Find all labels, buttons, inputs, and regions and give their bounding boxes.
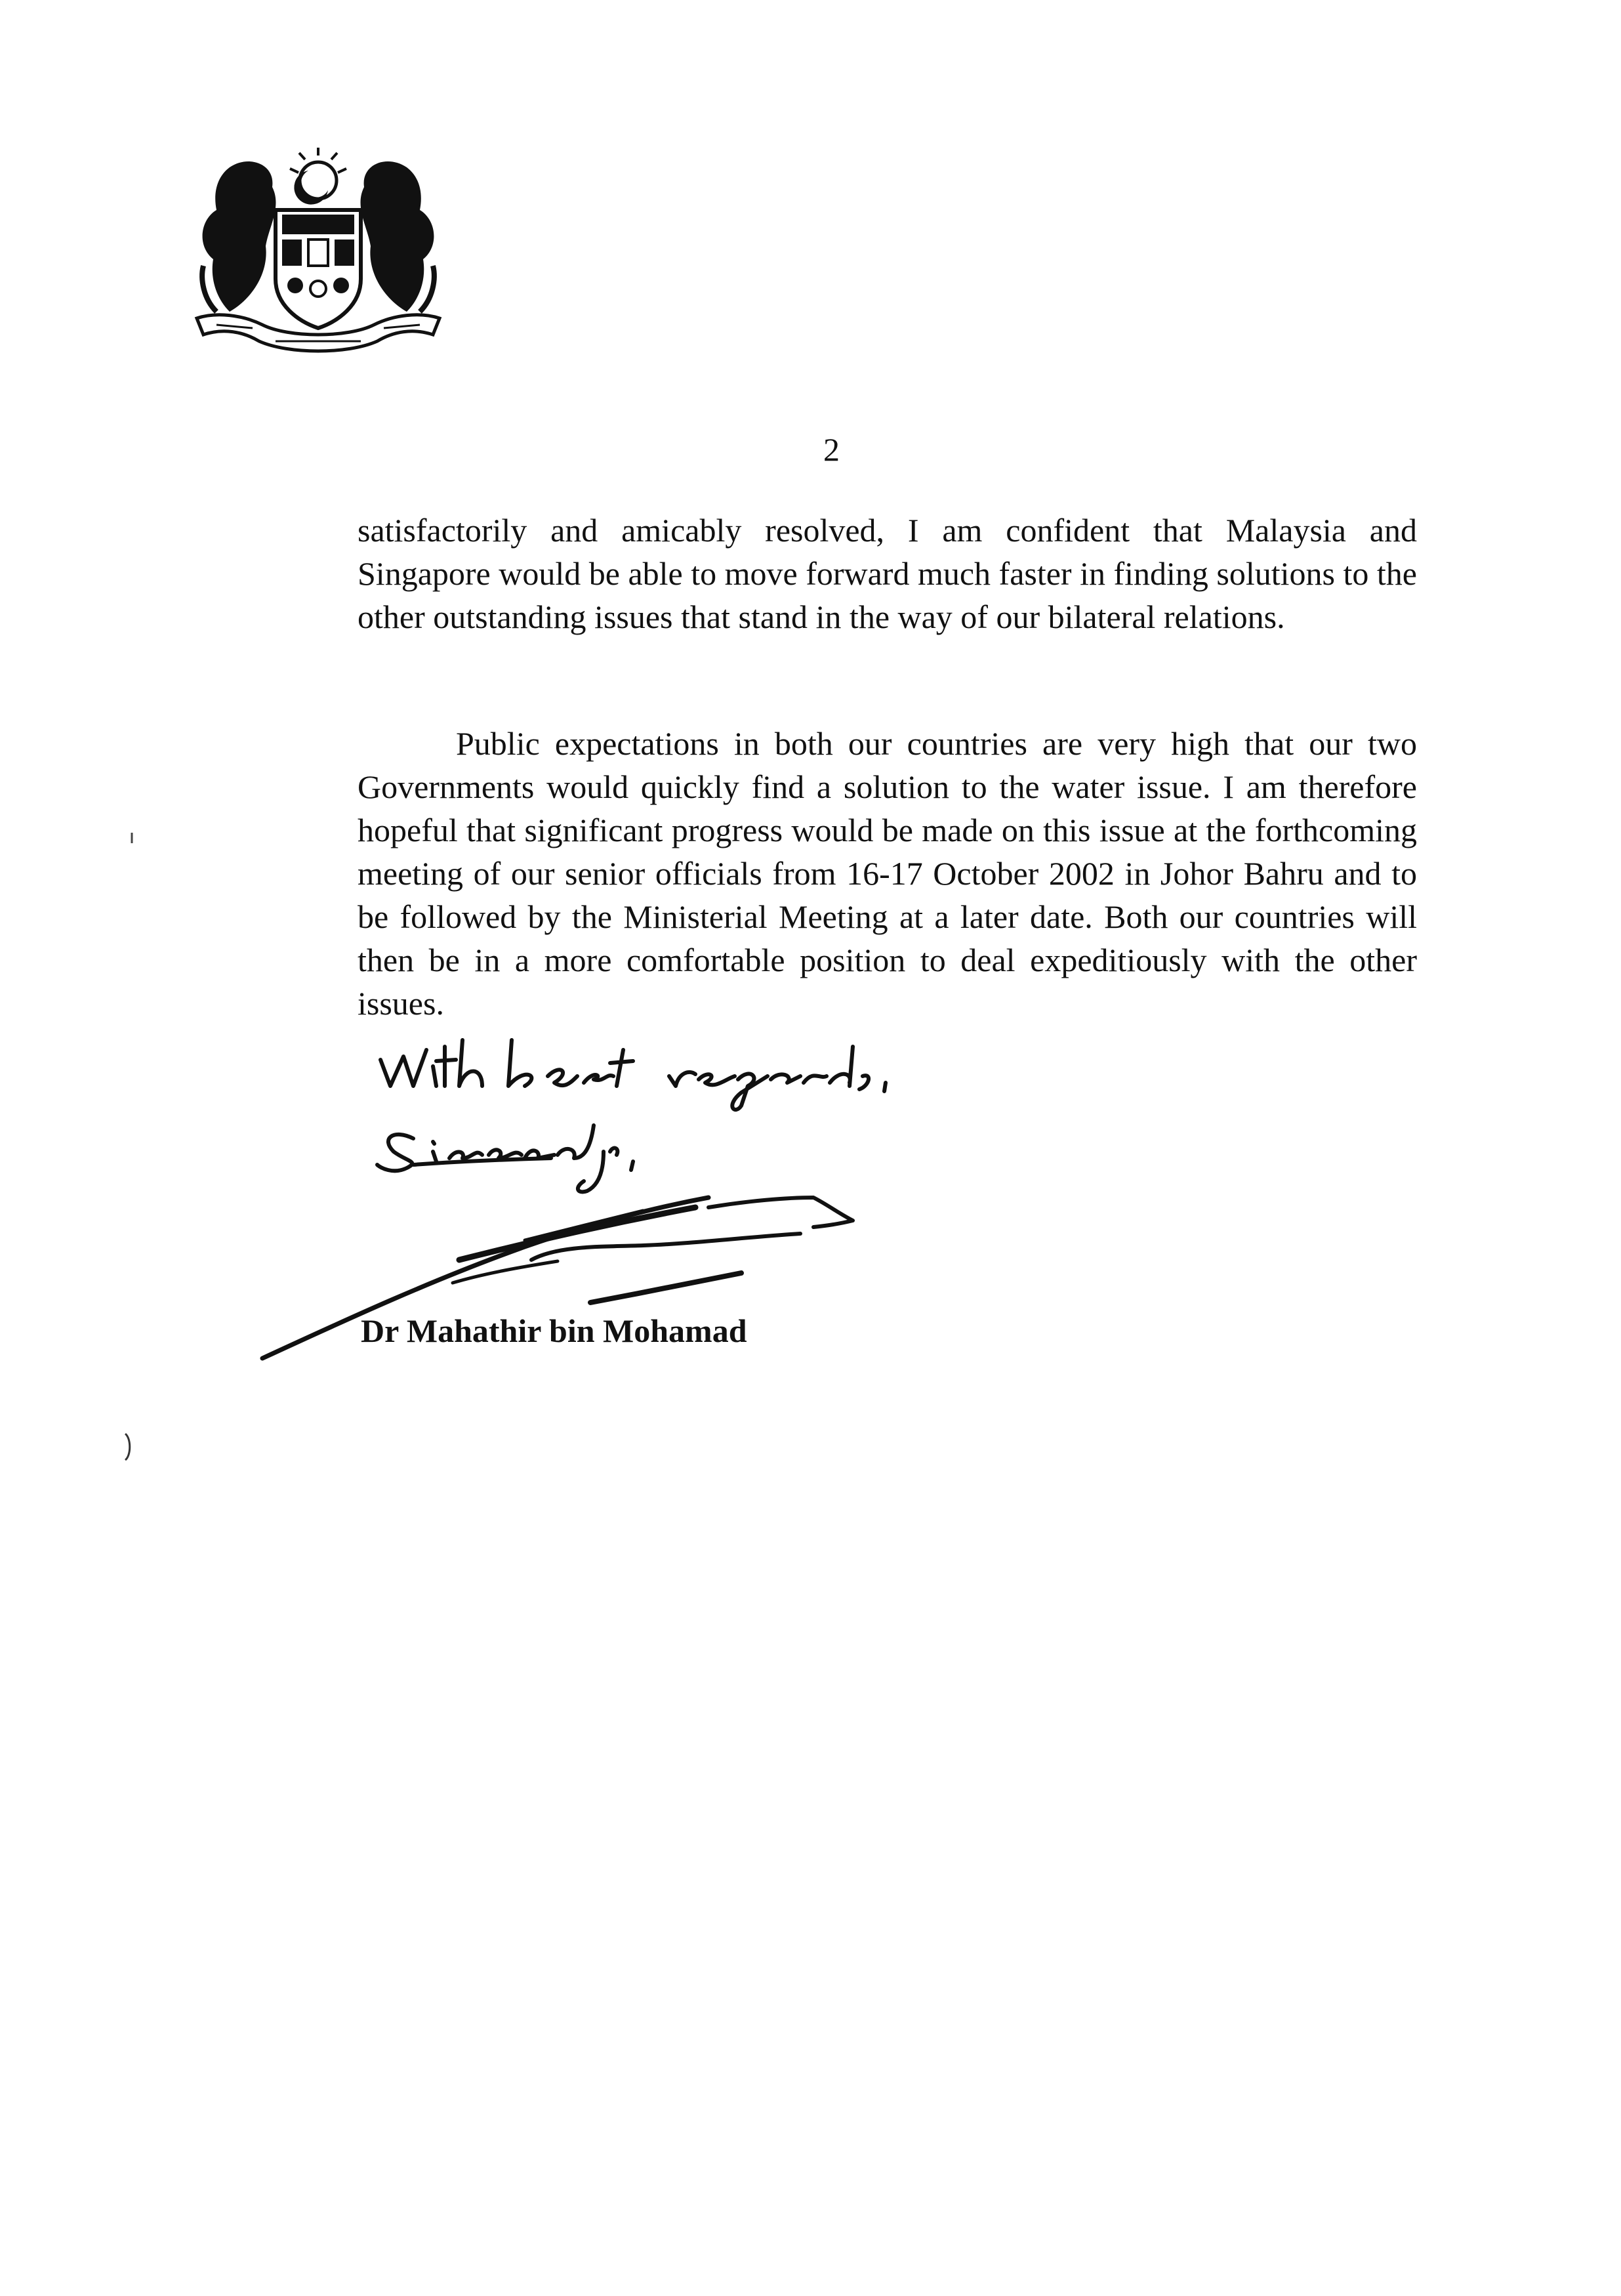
paragraph-2: Public expectations in both our countries are very high that our two Governments would quickly find a solution to the water issue. I am therefore hopeful that significant progress would be made on this issue at the forthcoming meeting of our senior officials from 16-17 October 2002 in Johor Bahru and to be followed by the Ministerial Meeting at a later date. Both our countries will then be in a more comfortable position to deal expeditiously with the other issues. bbox=[358, 725, 1417, 1022]
page-number: 2 bbox=[823, 431, 840, 468]
paragraph-1: satisfactorily and amicably resolved, I am confident that Malaysia and Singapore would be able to move forward much faster in finding solutions to the other outstanding issues that stand in the way of our bilateral relations. bbox=[358, 512, 1417, 635]
signatory-name: Dr Mahathir bin Mohamad bbox=[361, 1312, 747, 1349]
scan-mark bbox=[122, 1430, 135, 1463]
coat-of-arms-icon bbox=[190, 148, 446, 364]
scan-mark bbox=[129, 830, 135, 846]
